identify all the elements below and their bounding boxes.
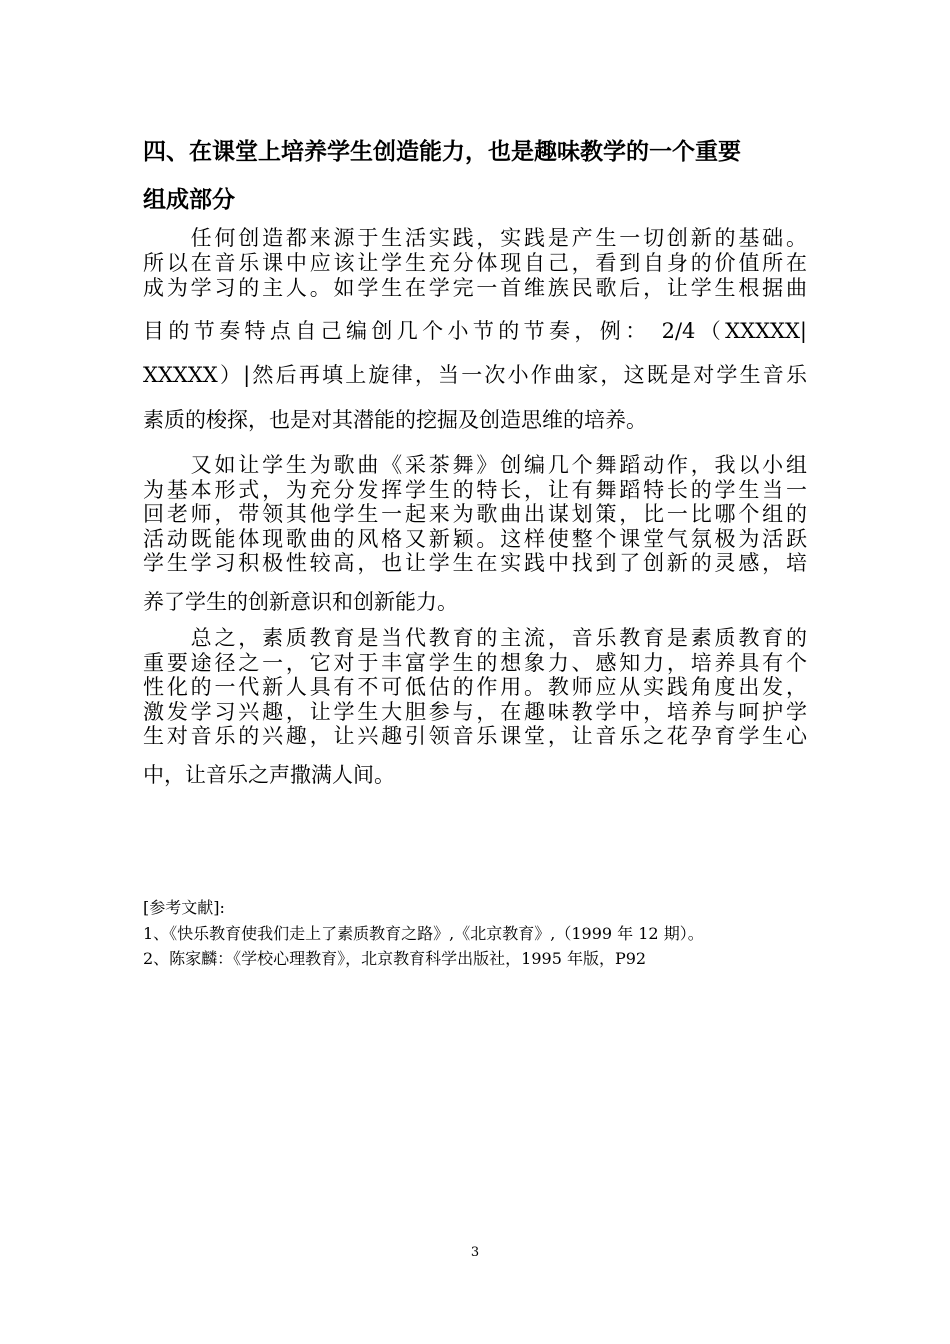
paragraph-line: 重要途径之一，它对于丰富学生的想象力、感知力，培养具有个 [143, 651, 807, 675]
paragraph-line: 所以在音乐课中应该让学生充分体现自己，看到自身的价值所在 [143, 251, 807, 275]
paragraph-line: 回老师，带领其他学生一起来为歌曲出谋划策，比一比哪个组的 [143, 502, 807, 526]
paragraph-line: 为基本形式，为充分发挥学生的特长，让有舞蹈特长的学生当一 [143, 478, 807, 502]
paragraph-line: XXXXX）|然后再填上旋律，当一次小作曲家，这既是对学生音乐 [143, 363, 807, 387]
paragraph-line: 活动既能体现歌曲的风格又新颖。这样使整个课堂气氛极为活跃 [143, 527, 807, 551]
paragraph-line: 任何创造都来源于生活实践，实践是产生一切创新的基础。 [143, 226, 807, 250]
paragraph-line: 养了学生的创新意识和创新能力。 [143, 590, 458, 614]
paragraph-line: 学生学习积极性较高，也让学生在实践中找到了创新的灵感，培 [143, 551, 807, 575]
paragraph-line: 目的节奏特点自己编创几个小节的节奏，例： 2/4（XXXXX| [143, 319, 807, 343]
paragraph-line: 总之，素质教育是当代教育的主流，音乐教育是素质教育的 [143, 626, 807, 650]
paragraph-line: 生对音乐的兴趣，让兴趣引领音乐课堂，让音乐之花孕育学生心 [143, 724, 807, 748]
page-number: 3 [470, 1245, 480, 1260]
paragraph-line: 中，让音乐之声撒满人间。 [143, 763, 395, 787]
reference-item: 1、《快乐教育使我们走上了素质教育之路》,《北京教育》,（1999 年 12 期）。 [143, 924, 704, 943]
paragraph-line: 性化的一代新人具有不可低估的作用。教师应从实践角度出发， [143, 675, 807, 699]
paragraph-line: 激发学习兴趣，让学生大胆参与，在趣味教学中，培养与呵护学 [143, 700, 807, 724]
section-heading-line-1: 四、在课堂上培养学生创造能力，也是趣味教学的一个重要 [143, 139, 741, 165]
paragraph-line: 又如让学生为歌曲《采茶舞》创编几个舞蹈动作，我以小组 [143, 453, 807, 477]
paragraph-line: 成为学习的主人。如学生在学完一首维族民歌后，让学生根据曲 [143, 276, 807, 300]
reference-item: 2、陈家麟：《学校心理教育》，北京教育科学出版社，1995 年版，P92 [143, 949, 647, 968]
references-title: [参考文献]: [143, 898, 225, 917]
section-heading-line-2: 组成部分 [143, 187, 235, 213]
paragraph-line: 素质的梭探，也是对其潜能的挖掘及创造思维的培养。 [143, 408, 647, 432]
